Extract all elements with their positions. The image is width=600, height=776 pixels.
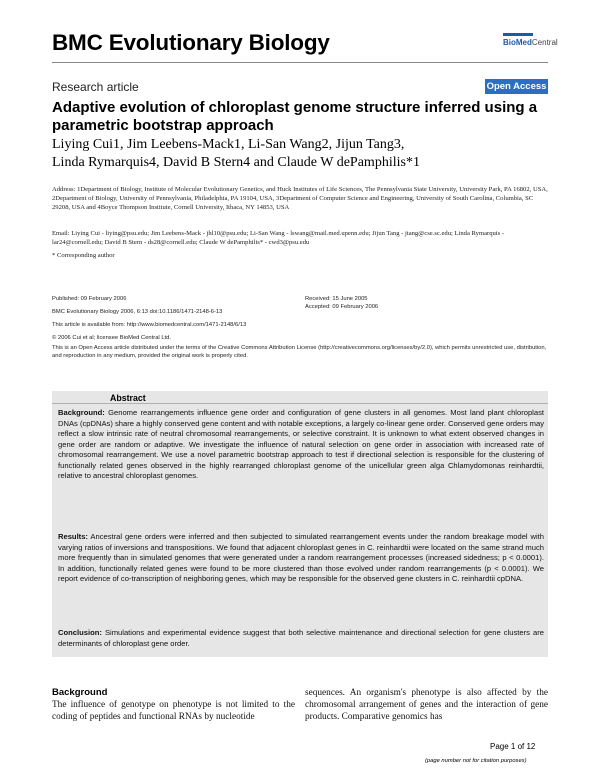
article-title: Adaptive evolution of chloroplast genome structure inferred using a parametric bootstrap approach [52,99,538,134]
logo-central: Central [531,38,558,47]
received-date: Received: 15 June 2005 [305,296,368,302]
citation: BMC Evolutionary Biology 2006, 6:13 doi:10.1186/1471-2148-6-13 [52,309,223,315]
body-column-right: sequences. An organism's phenotype is also affected by the chromosomal arrangement of genes and the interaction of gene products. Comparative genomics has [305,688,548,722]
conclusion-label: Conclusion: [58,628,102,637]
body-column-left: The influence of genotype on phenotype is not limited to the coding of peptides and functional RNAs by nucleotide [52,700,295,722]
authors-line-2: Linda Rymarquis4, David B Stern4 and Claude W dePamphilis*1 [52,155,420,170]
conclusion-text: Simulations and experimental evidence suggest that both selective maintenance and directional selection for gene clusters are determinants of chloroplast gene order. [58,628,544,648]
results-text: Ancestral gene orders were inferred and then subjected to simulated rearrangement events under the random breakage model with varying ratios of inversions and transpositions. We found that adjacent chloroplast genes in C. reinhardtii were located on the same strand much more frequently than in simulated genomes that were generated under a random rearrangement processes (increased sidedness; p < 0.0001). In addition, functionally related genes were found to be more clustered than those evolved under random rearrangements (p < 0.0001). We report evidence of co-transcription of neighboring genes, which may be responsible for the observed gene clusters in C. reinhardtii cpDNA. [58,532,544,584]
logo-bar [503,33,533,36]
open-access-badge: Open Access [486,81,547,92]
results-label: Results: [58,532,88,541]
emails: Email: Liying Cui - liying@psu.edu; Jim Leebens-Mack - jhl10@psu.edu; Li-San Wang - lswang@mail.med.upenn.edu; Jijun Tang - jtang@cse.sc.edu; Linda Rymarquis - lar24@cornell.edu; David B Stern - ds28@cornell.edu; Claude W dePamphilis* - cwd3@psu.edu [52,230,505,246]
page-number: Page 1 of 12 [490,742,536,751]
published-date: Published: 09 February 2006 [52,296,127,302]
background-label: Background: [58,408,105,417]
header-rule [52,62,548,63]
background-text: Genome rearrangements influence gene order and configuration of gene clusters in all genomes. Most land plant chloroplast DNAs (cpDNAs) share a highly conserved gene content and with notable exceptions, a largely co-linear gene order. Conserved gene orders may reflect a slow intrinsic rate of neutral chromosomal rearrangements, or selective constraint. It is unknown to what extent observed changes in gene order are random or adaptive. We investigate the influence of natural selection on gene order in association with increased rate of chromosomal rearrangement. We use a novel parametric bootstrap approach to test if directional selection is responsible for the clustering of functionally related genes observed in the highly rearranged chloroplast genome of the unicellular green alga Chlamydomonas reinhardtii, relative to ancestral chloroplast genomes. [58,408,544,481]
article-type: Research article [52,80,139,94]
availability-link[interactable]: This article is available from: http://www.biomedcentral.com/1471-2148/6/13 [52,322,247,328]
section-heading: Background [52,687,108,698]
abstract-background [58,408,544,482]
copyright: © 2006 Cui et al; licensee BioMed Central Ltd. [52,335,171,341]
abstract-results [58,532,544,585]
author-list [52,136,532,172]
journal-title: BMC Evolutionary Biology [52,30,330,55]
authors-line-1: Liying Cui1, Jim Leebens-Mack1, Li-San Wang2, Jijun Tang3, [52,137,405,152]
abstract-header [52,391,548,404]
license-text: This is an Open Access article distributed under the terms of the Creative Commons Attribution License (http://creativecommons.org/licenses/by/2.0), which permits unrestricted use, distribution, and reproduction in any medium, provided the original work is properly cited. [52,345,547,359]
accepted-date: Accepted: 09 February 2006 [305,304,379,310]
publisher-logo [503,38,558,47]
abstract-heading: Abstract [110,393,146,403]
logo-bio: BioMed [503,38,532,47]
affiliations: Address: 1Department of Biology, Institute of Molecular Evolutionary Genetics, and Huck Institutes of Life Sciences, The Pennsylvania State University, University Park, PA 16802, USA, 2Department of Biology, University of Pennsylvania, Philadelphia, PA 19104, USA, 3Department of Computer Science and Engineering, University of South Carolina, Columbia, SC 29208, USA and 4Boyce Thompson Institute, Cornell University, Ithaca, NY 14853, USA [52,186,548,211]
corresponding-author: * Corresponding author [52,252,115,259]
abstract-conclusion [58,628,544,649]
page-note: (page number not for citation purposes) [425,758,527,764]
